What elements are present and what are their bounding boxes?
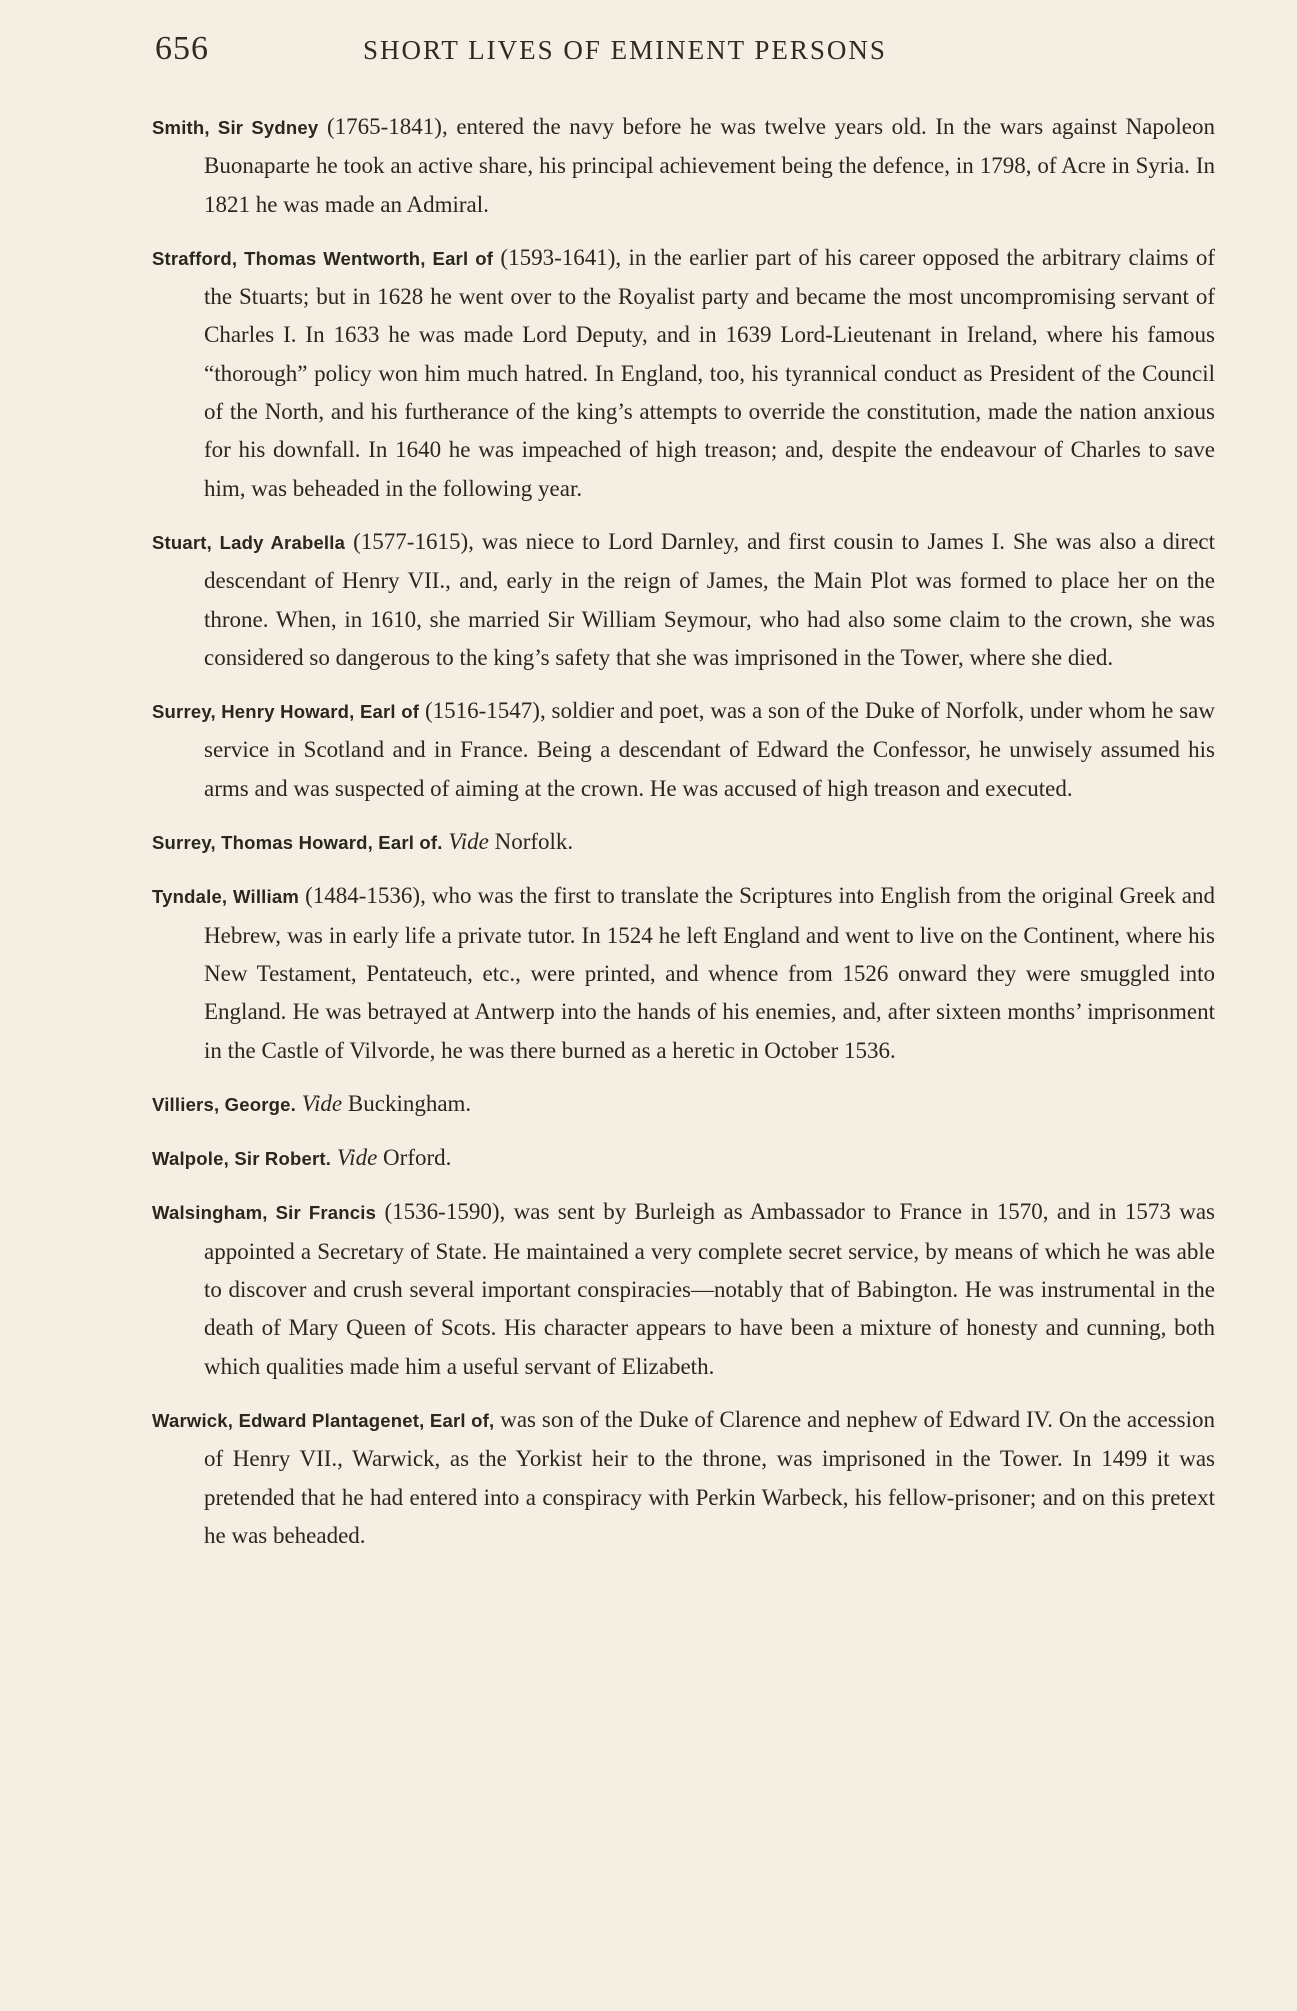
entry-text: , soldier and poet, was a son of the Duke of Norfolk, under whom he saw service in Scotland and in France. Being a descendant of Edward the Confessor, he unwisely assumed his arms and was suspected of aiming at the crown. He was accused of high treason and executed. [204, 698, 1215, 801]
vide-reference: Vide [301, 1090, 343, 1116]
entry-smith [152, 108, 1215, 224]
entry-name: Tyndale, William [152, 886, 299, 908]
entry-name: Surrey, Thomas Howard, Earl of. [152, 832, 443, 854]
entry-strafford [152, 239, 1215, 508]
entry-tyndale [152, 877, 1215, 1069]
entry-dates: (1536-1590) [376, 1199, 500, 1225]
entry-name: Walsingham, Sir Francis [152, 1202, 377, 1224]
entry-walsingham [152, 1193, 1215, 1385]
page-number: 656 [155, 30, 209, 67]
vide-reference: Vide [336, 1145, 378, 1171]
entry-name: Villiers, George. [152, 1093, 296, 1115]
entry-name: Warwick, Edward Plantagenet, Earl of, [152, 1409, 495, 1431]
entry-text: , who was the first to translate the Scriptures into English from the original Greek and Hebrew, was in early life a private tutor. In 1524 he left England and went to live on the Continent, where his New Testament, Pentateuch, etc., were printed, and whence from 1526 onward they were smuggled into England. He was betrayed at Antwerp into the hands of his enemies, and, after sixteen months’ imprisonment in the Castle of Vilvorde, he was there burned as a heretic in October 1536. [204, 883, 1215, 1063]
entry-name: Strafford, Thomas Wentworth, Earl of [152, 247, 494, 269]
entry-walpole [152, 1139, 1215, 1178]
biography-entries [152, 108, 1215, 1570]
entry-dates: (1516-1547) [419, 698, 540, 724]
vide-reference: Vide [448, 829, 489, 855]
entry-surrey-thomas [152, 823, 1215, 862]
entry-warwick [152, 1401, 1215, 1555]
entry-dates: (1577-1615) [345, 528, 469, 554]
entry-text: , in the earlier part of his career opposed the arbitrary claims of the Stuarts; but in 1628 he went over to the Royalist party and became the most uncompromising servant of Charles I. In 1633 he was made Lord Deputy, and in 1639 Lord-Lieutenant in Ireland, where his famous “thorough” policy won him much hatred. In England, too, his tyrannical conduct as President of the Council of the North, and his furtherance of the king’s attempts to override the constitution, made the nation anxious for his downfall. In 1640 he was impeached of high treason; and, despite the endeavour of Charles to save him, was beheaded in the following year. [204, 244, 1215, 501]
entry-text: , entered the navy before he was twelve years old. In the wars against Napoleon Buonaparte he took an active share, his principal achievement being the defence, in 1798, of Acre in Syria. In 1821 he was made an Admiral. [204, 114, 1215, 217]
entry-dates: (1593-1641) [493, 244, 616, 270]
entry-name: Smith, Sir Sydney [152, 117, 319, 138]
entry-text: Orford. [377, 1145, 452, 1171]
entry-name: Stuart, Lady Arabella [152, 531, 346, 553]
entry-dates: (1765-1841) [318, 114, 442, 139]
entry-text: was son of the Duke of Clarence and nephew of Edward IV. On the accession of Henry VII., Warwick, as the Yorkist heir to the throne, was imprisoned in the Tower. In 1499 it was pretended that he had entered into a conspiracy with Perkin Warbeck, his fellow-prisoner; and on this pretext he was beheaded. [204, 1406, 1215, 1548]
entry-villiers [152, 1085, 1215, 1124]
entry-name: Surrey, Henry Howard, Earl of [152, 701, 420, 723]
running-head: SHORT LIVES OF EMINENT PERSONS [363, 35, 887, 65]
entry-text: , was niece to Lord Darnley, and first cousin to James I. She was also a direct descendant of Henry VII., and, early in the reign of James, the Main Plot was formed to place her on the throne. When, in 1610, she married Sir William Seymour, who had also some claim to the crown, she was considered so dangerous to the king’s safety that she was imprisoned in the Tower, where she died. [204, 528, 1215, 670]
entry-name: Walpole, Sir Robert. [152, 1148, 332, 1170]
entry-stuart [152, 523, 1215, 677]
entry-surrey-henry [152, 692, 1215, 808]
page-header [155, 30, 1215, 80]
entry-dates: (1484-1536) [298, 883, 421, 909]
entry-text: Norfolk. [488, 829, 574, 855]
entry-text: Buckingham. [342, 1090, 472, 1116]
entry-text: , was sent by Burleigh as Ambassador to France in 1570, and in 1573 was appointed a Secretary of State. He maintained a very complete secret service, by means of which he was able to discover and crush several important conspiracies—notably that of Babington. He was instrumental in the death of Mary Queen of Scots. His character appears to have been a mixture of honesty and cunning, both which qualities made him a useful servant of Elizabeth. [204, 1199, 1216, 1379]
